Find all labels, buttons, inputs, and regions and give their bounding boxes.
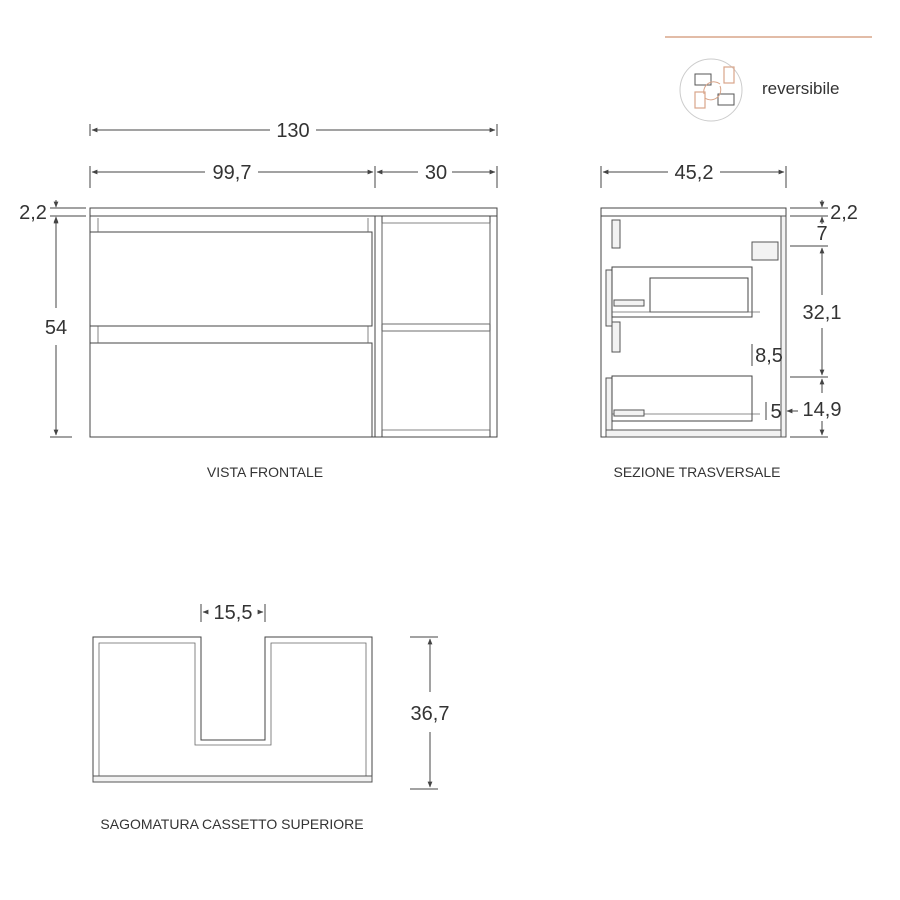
reversible-label: reversibile <box>762 79 840 98</box>
section-top <box>601 208 786 216</box>
shelf-upper <box>382 223 490 324</box>
dim-drawer-width: 99,7 <box>212 162 252 184</box>
dim-top-thickness: 2,2 <box>19 202 47 224</box>
front-view-caption: VISTA FRONTALE <box>206 464 324 480</box>
dim-notch-width: 15,5 <box>213 602 253 624</box>
section-view <box>601 162 858 480</box>
shelf-lower <box>382 331 490 430</box>
drawer-front-panel <box>93 776 372 782</box>
drawer-bottom <box>90 343 372 437</box>
cabinet-top <box>90 208 497 216</box>
dim-section-drawer-bottom: 14,9 <box>802 399 842 421</box>
section-view-caption: SEZIONE TRASVERSALE <box>613 464 781 480</box>
drawer-shape-caption: SAGOMATURA CASSETTO SUPERIORE <box>100 816 364 832</box>
reversible-badge <box>680 59 839 121</box>
dim-height: 54 <box>44 317 68 339</box>
dim-section-inner: 8,5 <box>755 345 783 367</box>
dim-section-top: 2,2 <box>830 202 858 224</box>
drawer-top <box>90 232 372 326</box>
drawer-outline <box>93 637 372 782</box>
front-view <box>19 120 497 480</box>
dim-drawer-depth: 36,7 <box>410 703 450 725</box>
dim-section-depth: 45,2 <box>674 162 714 184</box>
dim-section-gap: 7 <box>816 223 828 245</box>
dim-side-width: 30 <box>424 162 448 184</box>
section-plinth <box>606 430 782 437</box>
dim-section-bottom-gap: 5 <box>770 401 782 423</box>
reversible-icon <box>680 59 742 121</box>
dim-section-drawer-top: 32,1 <box>802 302 842 324</box>
drawer-shape-view <box>93 602 449 832</box>
dim-total-width: 130 <box>276 120 310 142</box>
